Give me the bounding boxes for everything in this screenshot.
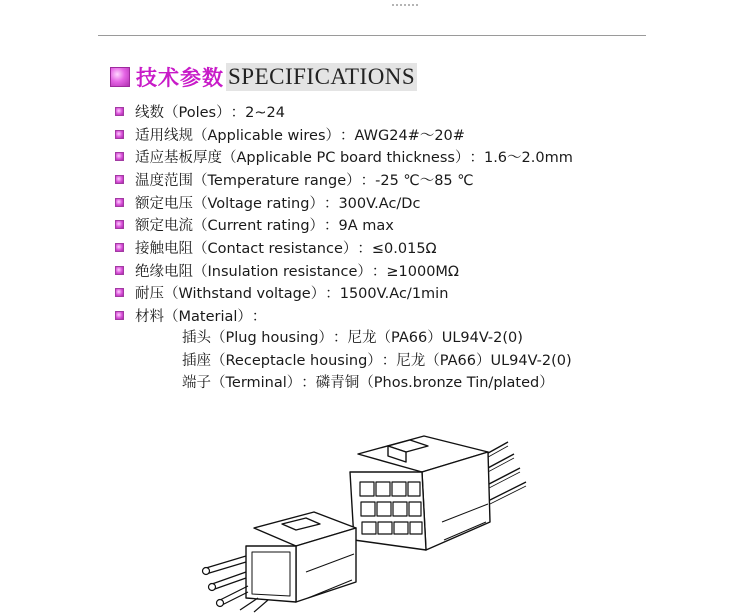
bullet-icon: [115, 220, 124, 229]
material-label: 端子（Terminal）: [182, 375, 302, 392]
bullet-icon: [115, 266, 124, 275]
section-heading: [110, 62, 417, 92]
material-value: ：尼龙（PA66）UL94V-2(0): [333, 329, 523, 346]
spec-label: 线数（Poles）: [135, 104, 231, 121]
bullet-icon: [115, 130, 124, 139]
spec-label: 适用线规（Applicable wires）: [135, 127, 341, 144]
spec-value: ：≥1000MΩ: [371, 263, 460, 280]
bullet-icon: [115, 243, 124, 252]
material-value: ：尼龙（PA66）UL94V-2(0): [381, 352, 572, 369]
spec-list: [115, 100, 573, 327]
receptacle-housing-drawing: [350, 436, 526, 550]
spec-value: ：AWG24#～20#: [340, 127, 465, 144]
spec-row-withstand-voltage: [115, 282, 573, 305]
spec-value: ：9A max: [324, 218, 394, 235]
spec-row-wires: [115, 123, 573, 146]
spec-label: 接触电阻（Contact resistance）: [135, 240, 358, 257]
spec-row-material: [115, 304, 573, 327]
bullet-icon: [115, 198, 124, 207]
spec-row-contact-resistance: [115, 236, 573, 259]
material-row-receptacle: [182, 348, 572, 371]
spec-label: 材料（Material）: [135, 309, 252, 326]
spec-label: 温度范围（Temperature range）: [135, 172, 361, 189]
spec-label: 耐压（Withstand voltage）: [135, 286, 326, 303]
bullet-icon: [115, 152, 124, 161]
plug-housing-drawing: [203, 512, 357, 612]
bullet-icon: [115, 311, 124, 320]
spec-row-board-thickness: [115, 145, 573, 168]
material-value: ：磷青铜（Phos.bronze Tin/plated）: [301, 375, 554, 392]
spec-value: ：-25 ℃～85 ℃: [360, 172, 474, 189]
heading-en: SPECIFICATIONS: [228, 64, 416, 89]
material-label: 插头（Plug housing）: [182, 329, 334, 346]
spec-value: ：300V.Ac/Dc: [323, 195, 421, 212]
heading-cn: 技术参数: [136, 66, 224, 90]
material-row-plug: [182, 325, 572, 348]
top-decoration: [392, 0, 418, 6]
spec-label: 额定电压（Voltage rating）: [135, 195, 324, 212]
spec-value: ：1.6～2.0mm: [469, 150, 573, 167]
connector-illustration: [196, 412, 556, 615]
spec-row-insulation-resistance: [115, 259, 573, 282]
spec-row-temperature: [115, 168, 573, 191]
spec-row-current: [115, 213, 573, 236]
spec-row-poles: [115, 100, 573, 123]
bullet-icon: [115, 288, 124, 297]
bullet-icon: [115, 107, 124, 116]
material-label: 插座（Receptacle housing）: [182, 352, 382, 369]
spec-label: 额定电流（Current rating）: [135, 218, 325, 235]
spec-value: ：≤0.015Ω: [357, 240, 437, 257]
spec-value: ：1500V.Ac/1min: [325, 286, 449, 303]
spec-row-voltage: [115, 191, 573, 214]
spec-value: ：: [251, 309, 267, 326]
spec-label: 适应基板厚度（Applicable PC board thickness）: [135, 150, 470, 167]
spec-label: 绝缘电阻（Insulation resistance）: [135, 263, 372, 280]
material-list: [182, 325, 572, 393]
material-row-terminal: [182, 370, 572, 393]
spec-value: ：2~24: [230, 104, 285, 121]
top-divider: [98, 35, 646, 36]
heading-bullet-icon: [110, 67, 130, 87]
bullet-icon: [115, 175, 124, 184]
